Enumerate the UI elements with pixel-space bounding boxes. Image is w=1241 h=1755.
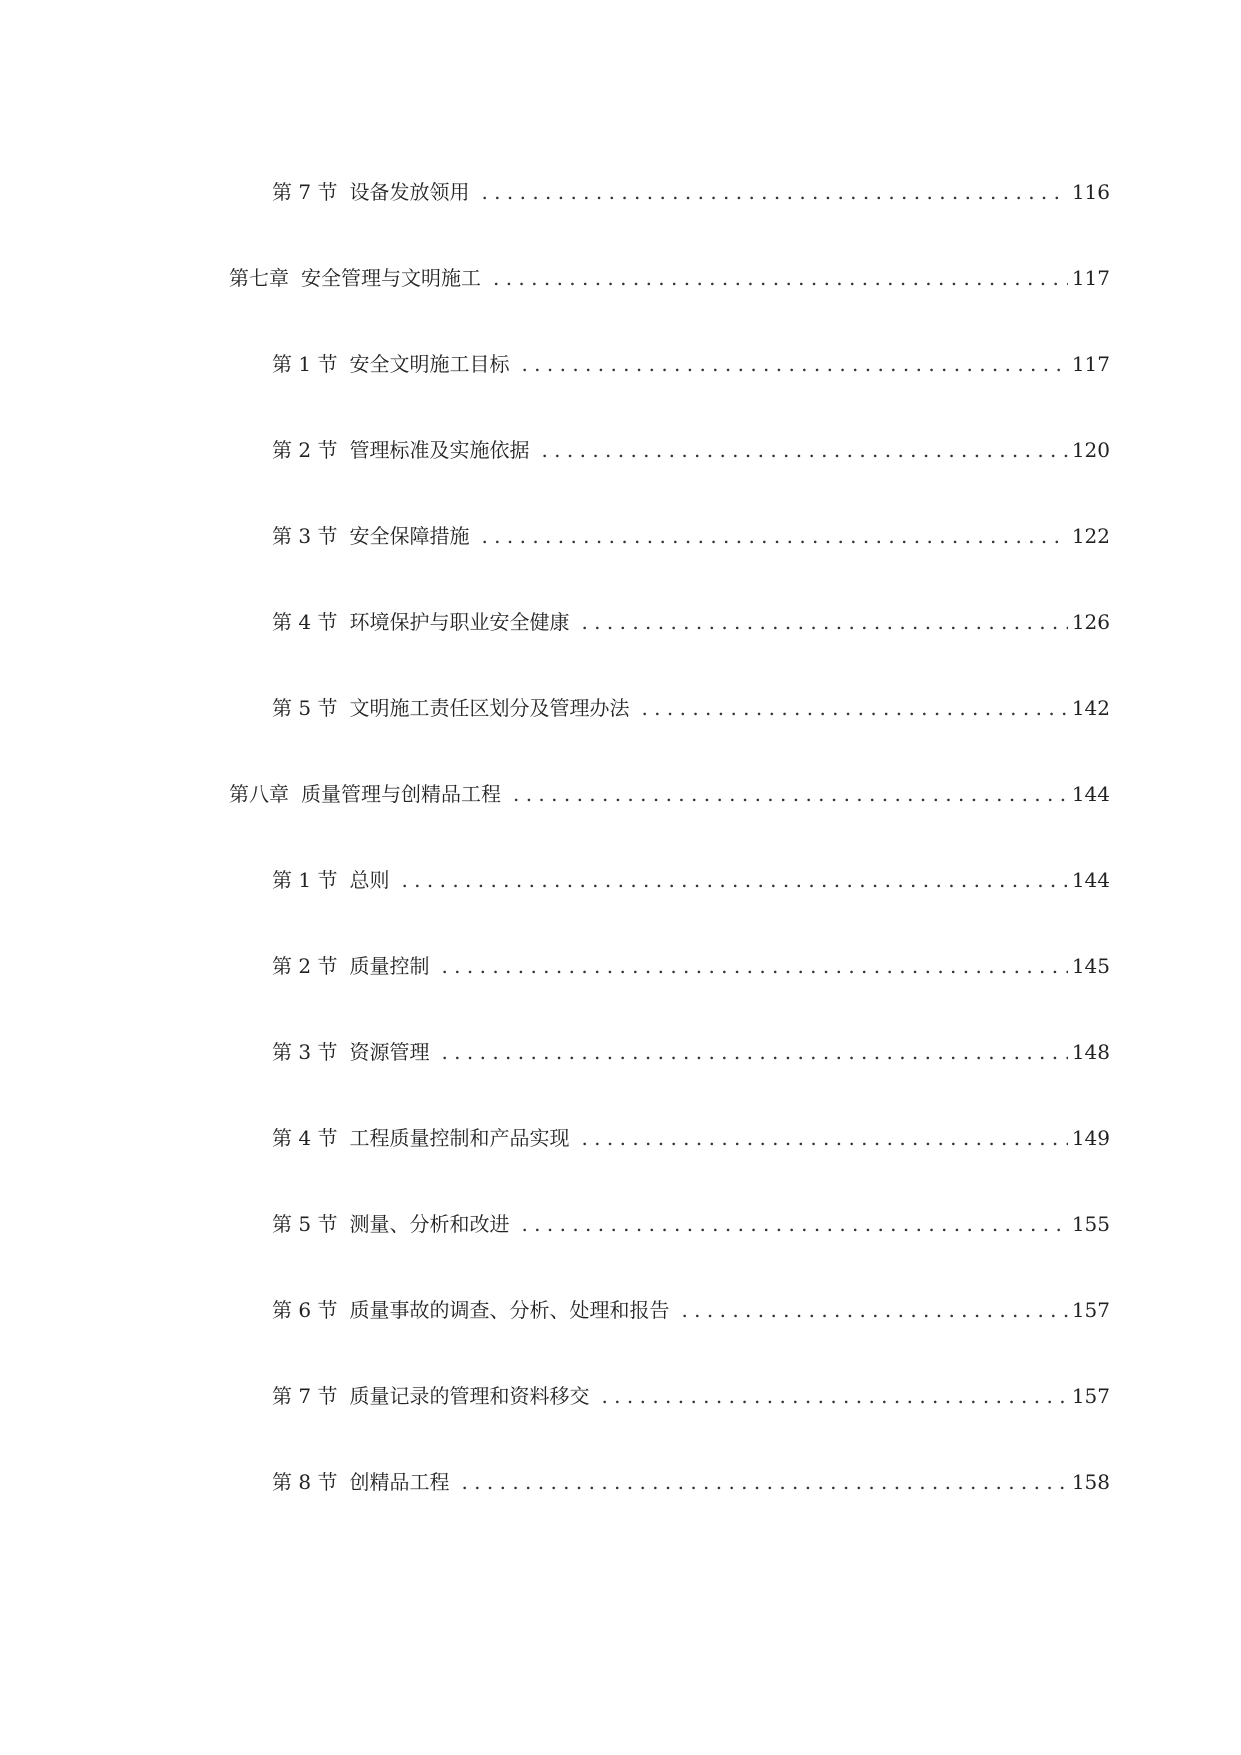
toc-entry[interactable]	[272, 607, 1110, 637]
entry-page-number: 117	[1071, 266, 1110, 290]
dot-leader	[481, 521, 1067, 551]
entry-page-number: 144	[1071, 868, 1110, 892]
entry-number: 第 5 节	[272, 696, 338, 720]
entry-page-number: 157	[1071, 1384, 1110, 1408]
entry-number: 第 5 节	[272, 1212, 338, 1236]
toc-entry[interactable]	[272, 693, 1110, 723]
toc-entry[interactable]	[272, 1209, 1110, 1239]
entry-title: 安全管理与文明施工	[301, 266, 481, 290]
entry-title: 安全保障措施	[349, 524, 470, 548]
dot-leader	[601, 1381, 1067, 1411]
toc-entry[interactable]	[272, 1123, 1110, 1153]
entry-page-number: 158	[1071, 1470, 1110, 1494]
dot-leader	[681, 1295, 1067, 1325]
toc-entry[interactable]	[229, 263, 1110, 293]
entry-title: 文明施工责任区划分及管理办法	[349, 696, 630, 720]
entry-title: 测量、分析和改进	[349, 1212, 510, 1236]
entry-title: 资源管理	[349, 1040, 430, 1064]
entry-page-number: 126	[1071, 610, 1110, 634]
entry-title: 工程质量控制和产品实现	[349, 1126, 570, 1150]
toc-entry[interactable]	[272, 1467, 1110, 1497]
entry-title: 质量控制	[349, 954, 430, 978]
dot-leader	[461, 1467, 1067, 1497]
entry-page-number: 155	[1071, 1212, 1110, 1236]
entry-number: 第 3 节	[272, 524, 338, 548]
dot-leader	[581, 1123, 1067, 1153]
dot-leader	[581, 607, 1067, 637]
entry-page-number: 117	[1071, 352, 1110, 376]
entry-title: 质量记录的管理和资料移交	[349, 1384, 590, 1408]
toc-entry[interactable]	[272, 1295, 1110, 1325]
entry-number: 第 4 节	[272, 1126, 338, 1150]
entry-page-number: 144	[1071, 782, 1110, 806]
entry-page-number: 142	[1071, 696, 1110, 720]
entry-page-number: 157	[1071, 1298, 1110, 1322]
toc-entry[interactable]	[229, 779, 1110, 809]
entry-title: 环境保护与职业安全健康	[349, 610, 570, 634]
toc-entry[interactable]	[272, 177, 1110, 207]
toc-entry[interactable]	[272, 521, 1110, 551]
entry-title: 设备发放领用	[349, 180, 470, 204]
entry-page-number: 148	[1071, 1040, 1110, 1064]
entry-title: 创精品工程	[349, 1470, 450, 1494]
entry-page-number: 116	[1071, 180, 1110, 204]
toc-entry[interactable]	[272, 951, 1110, 981]
entry-number: 第 7 节	[272, 180, 338, 204]
entry-number: 第 1 节	[272, 352, 338, 376]
entry-number: 第八章	[229, 782, 289, 806]
entry-page-number: 145	[1071, 954, 1110, 978]
entry-page-number: 149	[1071, 1126, 1110, 1150]
toc-entry[interactable]	[272, 435, 1110, 465]
entry-number: 第 2 节	[272, 438, 338, 462]
dot-leader	[441, 951, 1067, 981]
dot-leader	[441, 1037, 1067, 1067]
entry-number: 第 6 节	[272, 1298, 338, 1322]
entry-number: 第 7 节	[272, 1384, 338, 1408]
toc-entry[interactable]	[272, 865, 1110, 895]
dot-leader	[493, 263, 1068, 293]
entry-number: 第 3 节	[272, 1040, 338, 1064]
toc-entry[interactable]	[272, 1037, 1110, 1067]
entry-number: 第 1 节	[272, 868, 338, 892]
entry-title: 安全文明施工目标	[349, 352, 510, 376]
toc-entry[interactable]	[272, 1381, 1110, 1411]
entry-title: 质量管理与创精品工程	[301, 782, 501, 806]
dot-leader	[641, 693, 1067, 723]
entry-number: 第 2 节	[272, 954, 338, 978]
entry-title: 质量事故的调查、分析、处理和报告	[349, 1298, 670, 1322]
entry-title: 管理标准及实施依据	[349, 438, 530, 462]
dot-leader	[541, 435, 1067, 465]
dot-leader	[401, 865, 1067, 895]
entry-number: 第七章	[229, 266, 289, 290]
dot-leader	[481, 177, 1067, 207]
dot-leader	[521, 349, 1067, 379]
toc-entry[interactable]	[272, 349, 1110, 379]
entry-page-number: 122	[1071, 524, 1110, 548]
entry-title: 总则	[349, 868, 390, 892]
dot-leader	[513, 779, 1068, 809]
entry-number: 第 8 节	[272, 1470, 338, 1494]
dot-leader	[521, 1209, 1067, 1239]
entry-page-number: 120	[1071, 438, 1110, 462]
entry-number: 第 4 节	[272, 610, 338, 634]
